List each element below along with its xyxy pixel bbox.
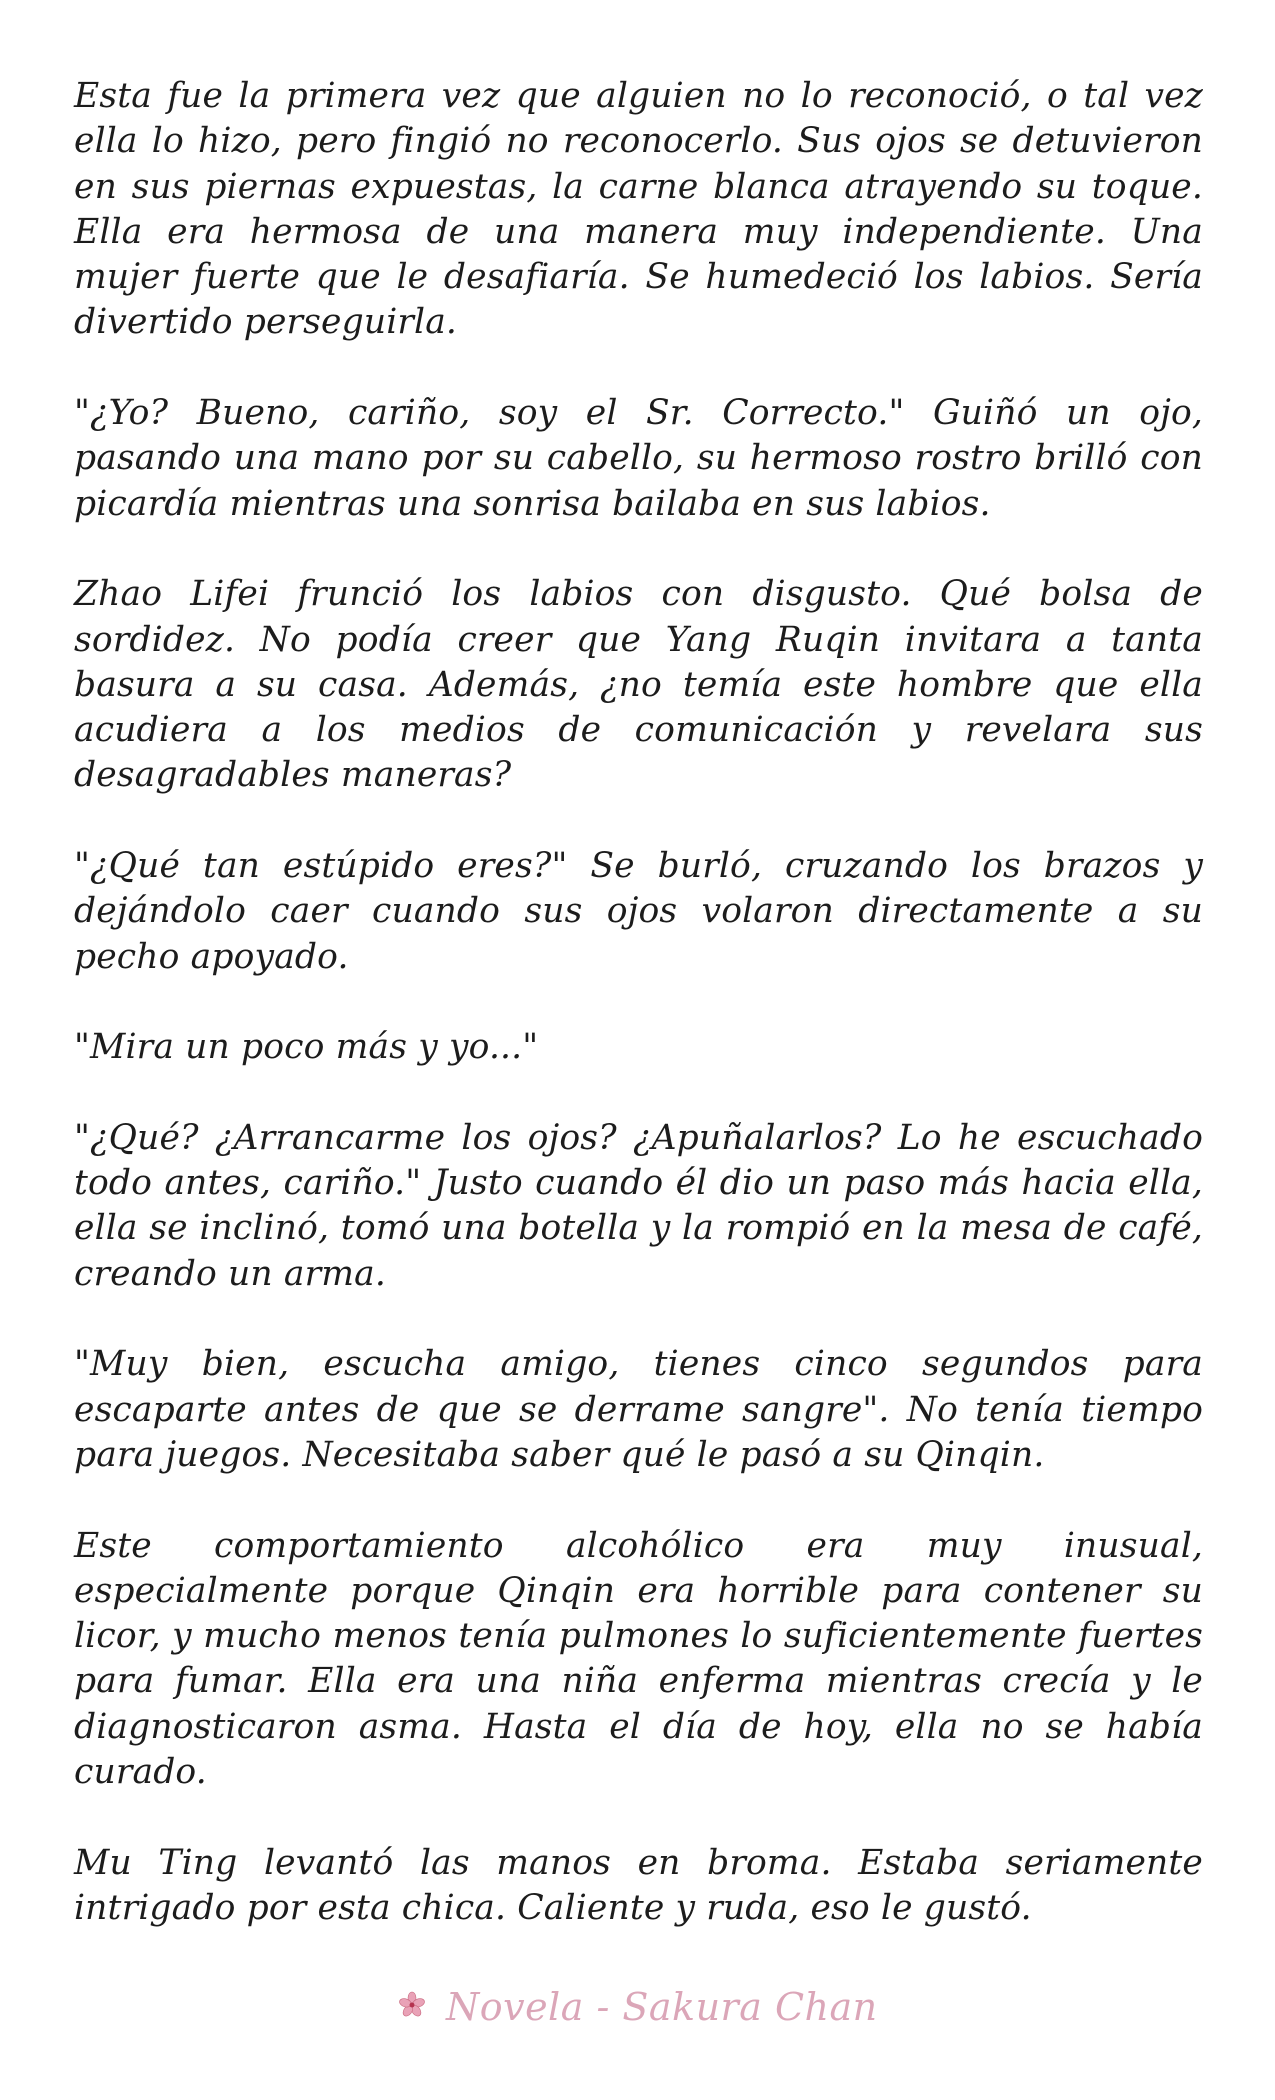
paragraph-7: "Muy bien, escucha amigo, tienes cinco segundos para escaparte antes de que se derrame sangre". No tenía tiempo para juegos. Necesitaba saber qué le pasó a su Qinqin.: [74, 1344, 1203, 1475]
paragraph-5: "Mira un poco más y yo...": [74, 1027, 539, 1068]
paragraph-2: "¿Yo? Bueno, cariño, soy el Sr. Correcto." Guiñó un ojo, pasando una mano por su cabello, su hermoso rostro brilló con picardía mientras una sonrisa bailaba en sus labios.: [74, 393, 1203, 524]
watermark: [0, 1985, 1275, 2029]
paragraph-4: "¿Qué tan estúpido eres?" Se burló, cruzando los brazos y dejándolo caer cuando sus ojos volaron directamente a su pecho apoyado.: [74, 846, 1203, 977]
paragraph-3: Zhao Lifei frunció los labios con disgusto. Qué bolsa de sordidez. No podía creer que Yang Ruqin invitara a tanta basura a su casa. Además, ¿no temía este hombre que ella acudiera a los medios de comunicación y revelara sus desagradables maneras?: [74, 574, 1203, 796]
paragraph-1: Esta fue la primera vez que alguien no lo reconoció, o tal vez ella lo hizo, pero fingió no reconocerlo. Sus ojos se detuvieron en sus piernas expuestas, la carne blanca atrayendo su toque. Ella era hermosa de una manera muy independiente. Una mujer fuerte que le desafiaría. Se humedeció los labios. Sería divertido perseguirla.: [74, 76, 1203, 343]
document-body: [74, 74, 1203, 1931]
paragraph-8: Este comportamiento alcohólico era muy inusual, especialmente porque Qinqin era horrible para contener su licor, y mucho menos tenía pulmones lo suficientemente fuertes para fumar. Ella era una niña enferma mientras crecía y le diagnosticaron asma. Hasta el día de hoy, ella no se había curado.: [74, 1525, 1203, 1792]
paragraph-6: "¿Qué? ¿Arrancarme los ojos? ¿Apuñalarlos? Lo he escuchado todo antes, cariño." Justo cuando él dio un paso más hacia ella, ella se inclinó, tomó una botella y la rompió en la mesa de café, creando un arma.: [74, 1117, 1203, 1294]
watermark-text: Novela - Sakura Chan: [445, 1985, 878, 2029]
sakura-flower-icon: [397, 1985, 427, 2029]
paragraph-9: Mu Ting levantó las manos en broma. Estaba seriamente intrigado por esta chica. Caliente y ruda, eso le gustó.: [74, 1842, 1203, 1928]
